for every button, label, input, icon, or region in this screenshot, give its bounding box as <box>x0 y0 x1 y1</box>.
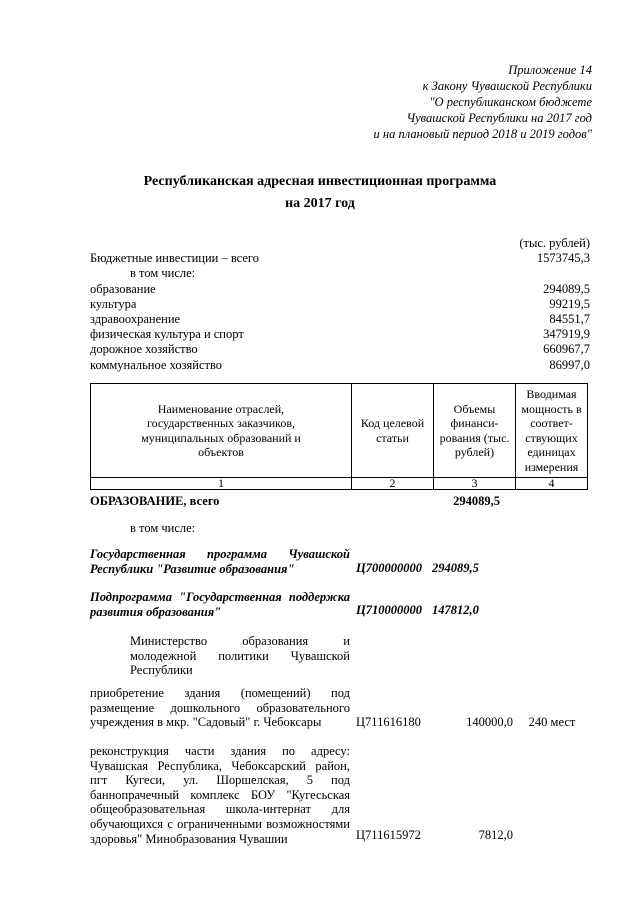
budget-summary <box>90 236 590 373</box>
summary-total-value: 1573745,3 <box>536 251 590 266</box>
row-amount: 7812,0 <box>478 828 513 842</box>
row-name: приобретение здания (помещений) под размещение дошкольного образовательного учреждения в мкр. "Садовый" г. Чебоксары <box>90 686 350 730</box>
row-capacity: 240 мест <box>528 715 576 729</box>
row-amount: 147812,0 <box>432 603 479 617</box>
row-code: Ц711615972 <box>356 828 421 842</box>
summary-row <box>90 297 590 312</box>
appendix-line: Чувашской Республики на 2017 год <box>406 111 592 125</box>
row-name: реконструкция части здания по адресу: Чувашская Республика, Чебоксарский район, пгт Кугеси, ул. Шоршелская, 5 под баннопрачечный комплекс БОУ "Кугесьская общеобразовательная школа-интернат для обучающихся с ограниченными возможностями здоровья" Минобразования Чувашии <box>90 744 350 846</box>
title-line: Республиканская адресная инвестиционная программа <box>143 174 497 189</box>
summary-total-row <box>90 251 590 266</box>
summary-row <box>90 327 590 342</box>
summary-label: физическая культура и спорт <box>90 327 244 342</box>
unit-label: (тыс. рублей) <box>519 236 590 250</box>
summary-value: 99219,5 <box>549 296 590 311</box>
header-col-code: Код целевой статьи <box>360 416 425 445</box>
document-title <box>0 171 640 215</box>
appendix-line: к Закону Чувашской Республики <box>422 79 592 93</box>
col-number: 1 <box>218 476 224 490</box>
summary-label: образование <box>90 281 156 296</box>
summary-label: здравоохранение <box>90 312 181 327</box>
summary-value: 660967,7 <box>543 342 590 357</box>
header-col-amount: Объемы финанси-рования (тыс. рублей) <box>439 401 510 459</box>
row-name: Государственная программа Чувашской Республики "Развитие образования" <box>90 547 350 576</box>
summary-label: культура <box>90 296 137 311</box>
summary-value: 86997,0 <box>549 357 590 372</box>
summary-row <box>90 312 590 327</box>
appendix-line: "О республиканском бюджете <box>429 95 592 109</box>
summary-label: дорожное хозяйство <box>90 342 198 357</box>
summary-row <box>90 282 590 297</box>
header-col-name: Наименование отраслей, государственных заказчиков, муниципальных образований и объектов <box>141 401 301 459</box>
table-header <box>90 383 588 490</box>
row-amount: 294089,5 <box>432 561 479 575</box>
column-divider <box>351 384 352 490</box>
column-divider <box>515 384 516 490</box>
appendix-header <box>292 62 592 142</box>
summary-row <box>90 342 590 357</box>
row-code: Ц700000000 <box>356 561 422 575</box>
row-code: Ц710000000 <box>356 603 422 617</box>
row-amount: 294089,5 <box>453 494 500 508</box>
appendix-line: и на плановый период 2018 и 2019 годов" <box>373 127 592 141</box>
col-number: 4 <box>548 476 555 490</box>
summary-label: коммунальное хозяйство <box>90 357 223 372</box>
summary-value: 84551,7 <box>549 312 590 327</box>
header-col-capacity: Вводимая мощность в соответ-ствующих единицах измерения <box>521 387 582 474</box>
col-number: 2 <box>389 476 396 490</box>
row-name: ОБРАЗОВАНИЕ, всего <box>90 494 220 508</box>
column-divider <box>433 384 434 490</box>
row-code: Ц711616180 <box>356 715 421 729</box>
summary-including: в том числе: <box>130 266 196 281</box>
row-amount: 140000,0 <box>466 715 513 729</box>
summary-value: 347919,9 <box>543 327 590 342</box>
title-line: на 2017 год <box>285 196 355 211</box>
appendix-line: Приложение 14 <box>508 63 592 77</box>
summary-row <box>90 358 590 373</box>
summary-total-label: Бюджетные инвестиции – всего <box>90 251 259 266</box>
row-including: в том числе: <box>130 521 196 535</box>
col-number: 3 <box>471 476 478 490</box>
row-name: Подпрограмма "Государственная поддержка развития образования" <box>90 590 350 619</box>
row-ministry: Министерство образования и молодежной политики Чувашской Республики <box>130 634 350 678</box>
summary-value: 294089,5 <box>543 281 590 296</box>
